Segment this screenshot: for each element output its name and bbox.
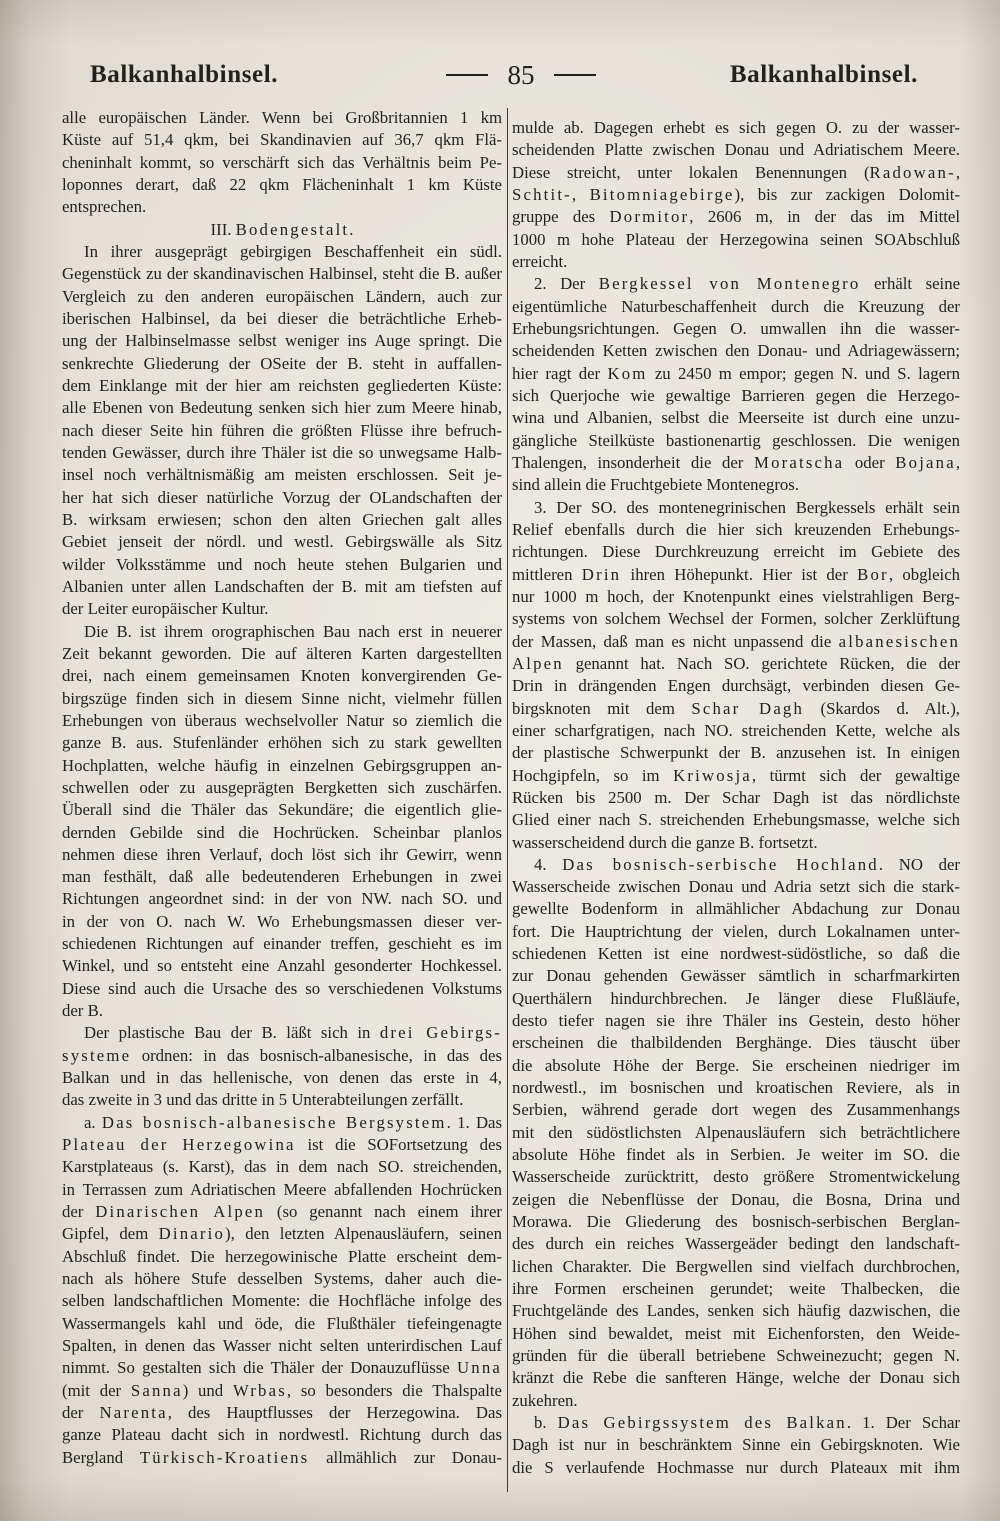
text-line: mit den südöstlichsten Alpenausläufern sich beträchtlichere [512, 1122, 960, 1142]
text-line: birgsknoten mit dem Schar Dagh (Skardos d. Alt.), [512, 698, 960, 718]
spaced-text: Dormitor [609, 207, 690, 227]
spaced-text: Schtit- [512, 184, 572, 204]
text-line: Diese streicht, unter lokalen Benennungen (Radowan-, [512, 162, 960, 182]
text-line: Hochgipfeln, so im Kriwosja, türmt sich der gewaltige [512, 765, 960, 785]
text-line: mittleren Drin ihren Höhepunkt. Hier ist der Bor, obgleich [512, 564, 961, 584]
text-line: Wassermangels kahl und öde, die Flußthäler tiefeingenagte [62, 1313, 502, 1333]
text-line: Spalten, in denen das Wasser nicht selten unterirdischen Lauf [62, 1336, 502, 1356]
text-line: der plastische Schwerpunkt der B. anzusehen ist. In einigen [512, 743, 960, 763]
text-line: wilder Volksstämme und noch heute stehen Bulgarien und [62, 554, 502, 574]
text-line: gruppe des Dormitor, 2606 m, in der das im Mittel [512, 207, 960, 227]
paragraph [512, 497, 960, 854]
text-line: Drin in drängenden Engen durchsägt, verbinden diesen Ge- [512, 676, 960, 696]
text-line: hier ragt der Kom zu 2450 m empor; gegen N. und S. lagern [512, 363, 960, 383]
text-line: desto tiefer nagen sie ihre Thäler ins Gestein, desto höher [512, 1011, 960, 1031]
text-line: 3. Der SO. des montenegrinischen Bergkessels erhält sein [534, 497, 960, 517]
text-line: die S verlaufende Hochmasse nur durch Plateaux mit ihm [512, 1457, 960, 1477]
text-line: Zeit bekannt geworden. Die auf älteren Karten dargestellten [62, 643, 502, 663]
text-line: Abschluß findet. Die herzegowinische Platte erscheint dem- [62, 1246, 502, 1266]
text-line: richtungen. Diese Durchkreuzung erreicht im Gebiete des [512, 542, 960, 562]
text-line: Der plastische Bau der B. läßt sich in drei Gebirgs- [84, 1023, 503, 1043]
text-line: 1000 m hohe Plateau der Herzegowina seinen SOAbschluß [512, 229, 960, 249]
text-line: eigentümliche Naturbeschaffenheit durch die Kreuzung der [512, 296, 960, 316]
text-line: Die B. ist ihrem orographischen Bau nach erst in neuerer [84, 621, 502, 641]
text-line: gewellte Bodenform in allmählicher Abdachung zur Donau [512, 899, 960, 919]
text-line: Balkan und in das hellenische, von denen das erste in 4, [62, 1068, 502, 1088]
text-line: Dagh ist nur in beschränktem Sinne ein Gebirgsknoten. Wie [512, 1435, 960, 1455]
text-line: der Dinarischen Alpen (so genannt nach einem ihrer [62, 1202, 502, 1222]
paragraph [512, 117, 960, 273]
spaced-text: Sanna [130, 1380, 183, 1400]
text-line: schwellen oder zu ausgeprägten Bergketten sich zuschärfen. [62, 777, 502, 797]
text-line: erreicht. [512, 251, 568, 271]
text-line: alle europäischen Länder. Wenn bei Großbritannien 1 km [62, 108, 502, 127]
text-line: nimmt. So gestalten sich die Thäler der Donauzuflüsse Unna [62, 1358, 502, 1378]
text-line: selben landschaftlichen Momente: die Hochfläche infolge des [62, 1291, 502, 1311]
spaced-text: drei Gebirgs- [379, 1023, 503, 1043]
text-line: Schtit-, Bitomniagebirge), bis zur zackigen Dolomit- [512, 184, 960, 204]
text-line: der B. [62, 1001, 103, 1021]
text-line: Wasserscheide zwischen Donau und Adria setzt sich die stark- [512, 877, 960, 897]
text-line: Höhen sind bewaldet, meist mit Eichenforsten, den Weide- [512, 1323, 960, 1343]
text-line: b. Das Gebirgssystem des Balkan. 1. Der Schar [534, 1413, 961, 1433]
section-heading: III. Bodengestalt. [210, 219, 354, 239]
paragraph [62, 621, 502, 1023]
text-line: Fruchtgelände des Landes, senken sich häufig dazwischen, die [512, 1301, 960, 1321]
text-line: scheidenden Ketten zwischen den Donau- und Adriagewässern; [512, 341, 960, 361]
text-line: Bergland Türkisch-Kroatiens allmählich zur Donau- [62, 1447, 502, 1467]
text-line: Albanien unter allen Landschaften der B. mit am tiefsten auf [62, 576, 502, 596]
spaced-text: Bojana [895, 452, 956, 472]
text-line: einer scharfgratigen, nach NO. streichenden Kette, welche als [512, 720, 960, 740]
text-line: Diese sind auch die Ursache des so verschiedenen Volkstums [62, 978, 502, 998]
text-line: nordwestl., im bosnischen und kroatischen Reviere, als in [512, 1078, 960, 1098]
text-line: zeigen die Nebenflüsse der Donau, die Bosna, Drina und [512, 1189, 960, 1209]
text-line: nach als höhere Stufe desselben Systems, daher auch die- [62, 1269, 502, 1289]
text-line: 2. Der Bergkessel von Montenegro erhält seine [534, 274, 961, 294]
text-line: mulde ab. Dagegen erhebt es sich gegen O. zu der wasser- [512, 118, 960, 137]
text-line: (mit der Sanna) und Wrbas, so besonders die Thalspalte [62, 1380, 502, 1400]
text-line: fort. Die Hauptrichtung der vielen, durch Lokalnamen unter- [512, 921, 960, 941]
text-line: wasserscheidend durch die ganze B. fortsetzt. [512, 832, 818, 852]
text-line: drei, nach einem gemeinsamen Knoten konvergirenden Ge- [62, 666, 502, 686]
spaced-text: Türkisch-Kroatiens [139, 1447, 310, 1467]
column-right [512, 117, 960, 1479]
text-line: Thalengen, insonderheit die der Moratscha oder Bojana, [512, 452, 960, 472]
text-line: insel noch verhältnismäßig am meisten erschlossen. Seit je- [62, 465, 502, 485]
text-line: man festhält, daß alle bedeutenderen Erhebungen in zwei [62, 867, 502, 887]
text-line: wina und Albanien, selbst die Meerseite ist durch eine unzu- [512, 408, 960, 428]
text-line: Serbien, während gerade dort wegen des Zusammenhangs [512, 1100, 960, 1120]
paragraph [62, 107, 502, 219]
spaced-text: Das bosnisch-serbische Hochland [562, 854, 879, 874]
text-line: alle Ebenen von Bedeutung senken sich hier zum Meere hinab, [62, 398, 502, 418]
text-line: das zweite in 3 und das dritte in 5 Unterabteilungen zerfällt. [62, 1090, 464, 1110]
spaced-text: systeme [62, 1045, 132, 1065]
spaced-text: Dinarischen Alpen [95, 1202, 266, 1222]
text-line: ganze B. aus. Stufenländer erhöhen sich zu stark gewellten [62, 733, 502, 753]
text-line: Richtungen angeordnet sind: in der von NW. nach SO. und [62, 889, 502, 909]
text-line: systems von solchem Wechsel der Formen, solcher Zerklüftung [512, 609, 960, 629]
running-head-right: Balkanhalbinsel. [729, 61, 918, 88]
spaced-text: Plateau der Herzegowina [62, 1135, 296, 1155]
text-line: dernden Gebilde sind die Hochrücken. Scheinbar planlos [62, 822, 502, 842]
text-line: ung der Halbinselmasse selbst weniger ins Auge springt. Die [62, 331, 502, 351]
paragraph [512, 273, 960, 496]
text-line: dem Einklange mit der hier am reichsten gegliederten Küste: [62, 375, 502, 395]
text-line: Küste auf 51,4 qkm, bei Skandinavien auf 36,7 qkm Flä- [62, 130, 502, 150]
text-line: B. wirksam erwiesen; schon den alten Griechen galt alles [62, 509, 502, 529]
spaced-text: Bergkessel von Montenegro [598, 274, 861, 294]
text-line: a. Das bosnisch-albanesische Bergsystem. 1. Das [84, 1112, 502, 1132]
spaced-text: Schar Dagh [691, 698, 805, 718]
text-line: zur Donau gehenden Gewässer sämtlich in scharfmarkirten [512, 966, 960, 986]
text-line: Glied einer nach S. streichenden Erhebungsmasse, welche sich [512, 810, 960, 830]
spaced-text: Narenta [99, 1403, 168, 1423]
spaced-text: Moratscha [754, 452, 845, 472]
text-line: senkrechte Gliederung der OSeite der B. steht in auffallen- [62, 353, 502, 373]
column-left [62, 107, 502, 1469]
text-line: cheninhalt kommt, so verschärft sich das Verhältnis beim Pe- [62, 152, 502, 172]
text-line: Erhebungen von überaus wechselvoller Natur so ziemlich die [62, 710, 502, 730]
text-line: iberischen Halbinsel, da bei dieser die beträchtliche Erheb- [62, 308, 502, 328]
text-line: Hochplatten, welche häufig in einzelnen Gebirgsgruppen an- [62, 755, 502, 775]
text-line: ihre Formen erscheinen gerundet; weite Thalbecken, die [512, 1279, 960, 1299]
text-line: Gipfel, dem Dinario), den letzten Alpenausläufern, seinen [62, 1224, 502, 1244]
spaced-text: Kom [607, 363, 648, 383]
text-line: Relief ebenfalls durch die hier sich kreuzenden Erhebungs- [512, 519, 960, 539]
text-line: birgszüge finden sich in diesem Sinne nicht, vielmehr füllen [62, 688, 502, 708]
spaced-text: Radowan- [869, 162, 956, 182]
text-line: in der von O. nach W. Wo Erhebungsmassen dieser ver- [62, 911, 502, 931]
text-line: Vergleich zu den anderen europäischen Ländern, auch zur [62, 286, 502, 306]
text-line: der Narenta, des Hauptflusses der Herzegowina. Das [62, 1403, 502, 1423]
text-line: nur 1000 m hoch, der Knotenpunkt eines vielstrahligen Berg- [512, 586, 960, 606]
text-line: zukehren. [512, 1390, 578, 1410]
paragraph [62, 1112, 502, 1469]
text-line: Wasserscheide zurücktritt, desto größere Stromentwickelung [512, 1167, 960, 1187]
page-number-block [446, 58, 596, 92]
text-line: entsprechen. [62, 197, 147, 217]
spaced-text: Kriwosja [673, 765, 752, 785]
rule-right [554, 74, 596, 76]
paragraph [62, 241, 502, 621]
text-line: Rücken bis 2500 m. Der Schar Dagh ist das nördlichste [512, 787, 960, 807]
text-line: Gebiet jenseit der nördl. und westl. Gebirgswälle als Sitz [62, 532, 502, 552]
rule-left [446, 74, 488, 76]
text-line: des durch ein reiches Wassergeäder bedingt den landschaft- [512, 1234, 960, 1254]
text-line: tenden Gewässer, durch ihre Thäler ist die so unwegsame Halb- [62, 442, 502, 462]
text-line: nehmen diese ihren Verlauf, doch löst sich ihr Gewirr, wenn [62, 844, 502, 864]
spaced-text: albanesischen [838, 631, 960, 651]
text-line: lichen Charakter. Die Bergwellen sind vielfach durchbrochen, [512, 1256, 960, 1276]
spaced-text: Dinario [158, 1224, 226, 1244]
spaced-text: Bor [857, 564, 889, 584]
paragraph [512, 1412, 960, 1479]
text-line: sind allein die Fruchtgebiete Montenegros. [512, 475, 800, 495]
text-line: die absolute Höhe der Berge. Sie erscheinen niedriger im [512, 1055, 960, 1075]
text-line: scheidenden Platte zwischen Donau und Adriatischem Meere. [512, 140, 960, 160]
spaced-text: Bitomniagebirge [589, 184, 735, 204]
spaced-text: Drin [581, 564, 622, 584]
text-line: gründen für die überall betriebene Schweinezucht; gegen N. [512, 1346, 960, 1366]
text-line: systeme ordnen: in das bosnisch-albanesische, in das des [62, 1045, 502, 1065]
text-line: loponnes derart, daß 22 qkm Flächeninhalt 1 km Küste [62, 174, 502, 194]
text-line: kränzt die Rebe die sanfteren Hänge, welche der Donau sich [512, 1368, 960, 1388]
text-line: Plateau der Herzegowina ist die SOFortsetzung des [62, 1135, 502, 1155]
text-line: Morawa. Die Gliederung des bosnisch-serbischen Berglan- [512, 1212, 960, 1232]
running-head-left: Balkanhalbinsel. [90, 61, 279, 88]
column-divider [507, 108, 508, 1492]
text-line: sich Querjoche wie gewaltige Barrieren gegen die Herzego- [512, 385, 960, 405]
text-line: her hat sich dieser natürliche Vorzug der OLandschaften der [62, 487, 502, 507]
text-line: der Massen, daß man es nicht unpassend die albanesischen [512, 631, 960, 651]
text-line: schiedenen Richtungen auf einander treffen, geschieht es im [62, 934, 502, 954]
spaced-text: Wrbas [232, 1380, 287, 1400]
spaced-text: Unna [457, 1358, 502, 1378]
text-line: Gegenstück zu der skandinavischen Halbinsel, steht die B. außer [62, 264, 502, 284]
text-line: ganze Plateau dacht sich in nordwestl. Richtung durch das [62, 1425, 502, 1445]
text-line: Überall sind die Thäler das Sekundäre; die eigentlich glie- [62, 800, 502, 820]
spaced-text: Alpen [512, 653, 564, 673]
text-line: schiedenen Ketten ist eine nordwest-südöstliche, so daß die [512, 944, 960, 964]
paragraph [62, 1022, 502, 1111]
text-line: Alpen genannt hat. Nach SO. gerichtete Rücken, die der [512, 653, 960, 673]
text-line: 4. Das bosnisch-serbische Hochland. NO der [534, 854, 960, 874]
text-line: Erhebungsrichtungen. Gegen O. umwallen ihn die wasser- [512, 318, 960, 338]
text-line: Karstplateaus (s. Karst), das in dem nach SO. streichenden, [62, 1157, 502, 1177]
text-line: Winkel, und so entsteht eine Anzahl gesonderter Hochkessel. [62, 956, 502, 976]
page-number: 85 [507, 60, 535, 90]
spaced-text: Das bosnisch-albanesische Bergsystem [101, 1112, 447, 1132]
paragraph [512, 854, 960, 1412]
spaced-text: Bodengestalt [235, 219, 350, 239]
text-line: der Leiter europäischer Kultur. [62, 599, 269, 619]
text-line: gängliche Steilküste bastionenartig geschlossen. Die wenigen [512, 430, 960, 450]
text-line: in Terrassen zum Adriatischen Meere abfallenden Hochrücken [62, 1179, 502, 1199]
text-line: In ihrer ausgeprägt gebirgigen Beschaffenheit ein südl. [84, 241, 502, 261]
spaced-text: Das Gebirgssystem des Balkan [557, 1413, 847, 1433]
text-line: nach dieser Seite hin führen die größten Flüsse ihre befruch- [62, 420, 502, 440]
text-line: Querthälern hindurchbrechen. Je länger diese Flußläufe, [512, 988, 960, 1008]
text-line: absolute Höhe findet als in Serbien. Je weiter im SO. die [512, 1145, 960, 1165]
text-line: erscheinen die thalbildenden Berghänge. Dies täuscht über [512, 1033, 960, 1053]
